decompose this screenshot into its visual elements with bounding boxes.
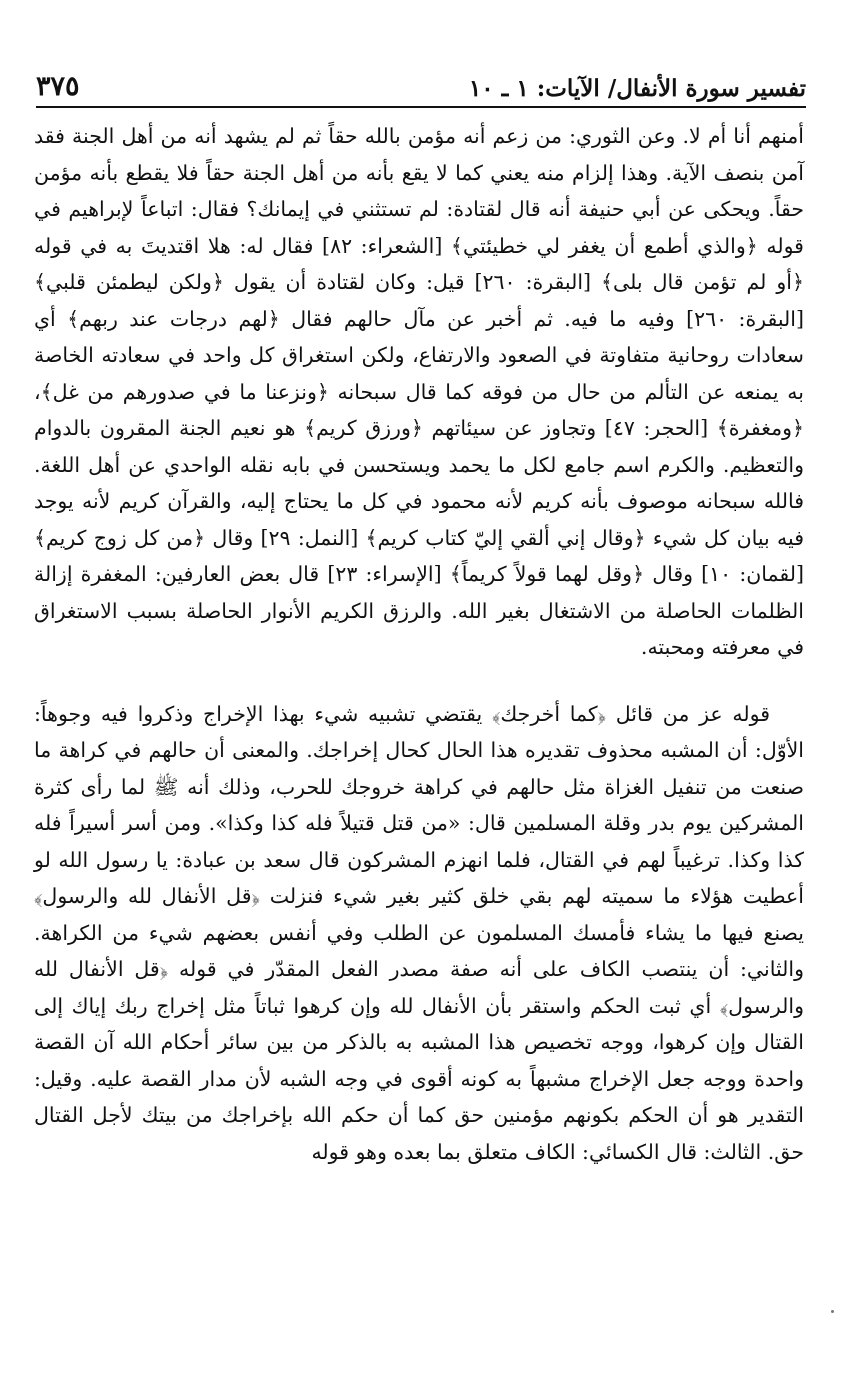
page-number: ٣٧٥ — [36, 71, 80, 102]
paragraph-1: أمنهم أنا أم لا. وعن الثوري: من زعم أنه مؤمن بالله حقاً ثم لم يشهد أنه من أهل الجنة فقد آمن بنصف الآية. وهذا إلزام منه يعني كما لا يقع بأنه من أهل الجنة حقاً فلا يقطع بأنه مؤمن حقاً. ويحكى عن أبي حنيفة أنه قال لقتادة: لم تستثني في إيمانك؟ فقال: اتباعاً لإبراهيم في قوله ﴿والذي أطمع أن يغفر لي خطيئتي﴾ [الشعراء: ٨٢] فقال له: هلا اقتديتَ به في قوله ﴿أو لم تؤمن قال بلى﴾ [البقرة: ٢٦٠] قيل: وكان لقتادة أن يقول ﴿ولكن ليطمئن قلبي﴾ [البقرة: ٢٦٠] وفيه ما فيه. ثم أخبر عن مآل حالهم فقال ﴿لهم درجات عند ربهم﴾ أي سعادات روحانية متفاوتة في الصعود والارتفاع، ولكن استغراق كل واحد في سعادته الخاصة به يمنعه عن التألم من حال من فوقه كما قال سبحانه ﴿ونزعنا ما في صدورهم من غل﴾، ﴿ومغفرة﴾ [الحجر: ٤٧] وتجاوز عن سيئاتهم ﴿ورزق كريم﴾ هو نعيم الجنة المقرون بالدوام والتعظيم. والكرم اسم جامع لكل ما يحمد ويستحسن في بابه نقله الواحدي عن أهل اللغة. فالله سبحانه موصوف بأنه كريم لأنه محمود في كل ما يحتاج إليه، والقرآن كريم لأنه يوجد فيه بيان كل شيء ﴿وقال إني ألقي إليّ كتاب كريم﴾ [النمل: ٢٩] وقال ﴿من كل زوج كريم﴾ [لقمان: ١٠] وقال ﴿وقل لهما قولاً كريماً﴾ [الإسراء: ٢٣] قال بعض العارفين: المغفرة إزالة الظلمات الحاصلة من الاشتغال بغير الله. والرزق الكريم الأنوار الحاصلة بسبب الاستغراق في معرفته ومحبته. — [34, 124, 805, 659]
margin-speck — [831, 1310, 834, 1313]
paragraph-2: قوله عز من قائل ﴿كما أخرجك﴾ يقتضي تشبيه شيء بهذا الإخراج وذكروا فيه وجوهاً: الأوّل: أن المشبه محذوف تقديره هذا الحال كحال إخراجك. والمعنى أن حالهم في كراهة ما صنعت من تنفيل الغزاة مثل حالهم في كراهة خروجك للحرب، وذلك أنه ﷺ لما رأى كثرة المشركين يوم بدر وقلة المسلمين قال: «من قتل قتيلاً فله كذا وكذا». ومن أسر أسيراً فله كذا وكذا. ترغيباً لهم في القتال، فلما انهزم المشركون قال سعد بن عبادة: يا رسول الله لو أعطيت هؤلاء ما سميته لهم بقي خلق كثير بغير شيء فنزلت ﴿قل الأنفال لله والرسول﴾ يصنع فيها ما يشاء فأمسك المسلمون عن الطلب وفي أنفس بعضهم شيء من الكراهة. والثاني: أن ينتصب الكاف على أنه صفة مصدر الفعل المقدّر في قوله ﴿قل الأنفال لله والرسول﴾ أي ثبت الحكم واستقر بأن الأنفال لله وإن كرهوا ثباتاً مثل إخراج ربك إياك إلى القتال وإن كرهوا، ووجه تخصيص هذا المشبه به بالذكر من بين سائر أحكام الله آن القصة واحدة ووجه جعل الإخراج مشبهاً به كونه أقوى في وجه الشبه لأن مدار القصة عليه. وقيل: التقدير هو أن الحكم بكونهم مؤمنين حق كما أن حكم الله بإخراجك من بيتك لأجل القتال حق. الثالث: قال الكسائي: الكاف متعلق بما بعده وهو قوله — [34, 701, 804, 1164]
page-body — [34, 118, 804, 1170]
running-title: تفسير سورة الأنفال/ الآيات: ١ ـ ١٠ — [468, 75, 806, 102]
page-header — [36, 58, 806, 108]
